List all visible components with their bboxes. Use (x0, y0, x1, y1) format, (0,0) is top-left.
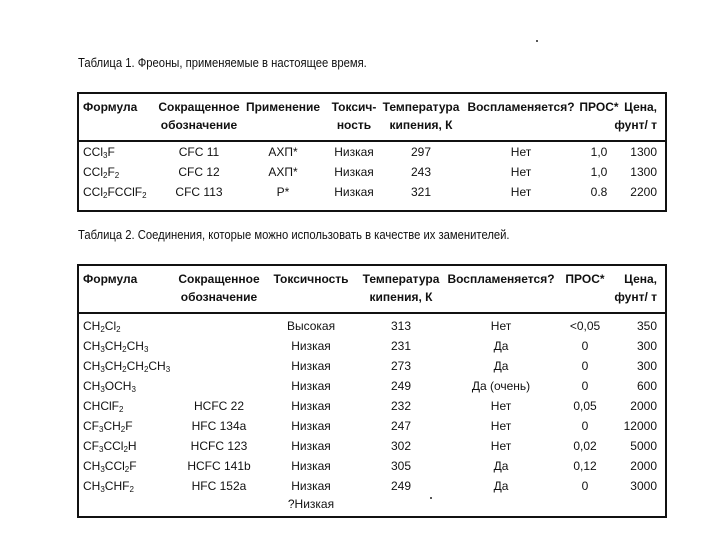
table1-header-abbr: Сокращенное обозначение (158, 100, 240, 132)
use-cell: АХП* (268, 145, 298, 159)
boiling-temp-cell: 243 (410, 165, 432, 179)
price-cell: 300 (636, 359, 657, 373)
price-cell: 2000 (630, 459, 657, 473)
formula-cell: CCl$_2$FCClF$_2$ (83, 185, 147, 200)
flammable-cell: Да (493, 479, 509, 493)
flammable-cell: Нет (510, 185, 532, 199)
formula-cell: $CH_3OCH_3$ (83, 379, 136, 394)
boiling-temp-cell: 249 (390, 379, 412, 393)
pros-cell: 0 (581, 359, 589, 373)
flammable-cell: Да (очень) (471, 379, 531, 393)
abbr-cell: HFC 134a (191, 419, 247, 433)
flammable-cell: Нет (510, 145, 532, 159)
flammable-cell: Нет (510, 165, 532, 179)
table2-header-abbr: Сокращенное обозначение (178, 272, 260, 304)
abbr-cell: HCFC 22 (193, 399, 244, 413)
formula-cell: CHClF$_2$ (83, 399, 124, 414)
table2-header-formula: Формула (83, 272, 138, 286)
formula-cell: $CF_3CH_2F$ (83, 419, 133, 434)
abbr-cell: HCFC 123 (190, 439, 248, 453)
formula-cell: $CCl_2F_2$ (83, 165, 120, 180)
price-cell: 5000 (630, 439, 657, 453)
abbr-cell: CFC 113 (175, 185, 223, 199)
toxicity-cell: Низкая (334, 145, 374, 159)
boiling-temp-cell: 305 (390, 459, 412, 473)
table2-header-boiling-temp: Температура кипения, К (362, 272, 440, 304)
table1-header-price: Цена, фунт/ т (614, 100, 657, 132)
flammable-cell: Да (493, 459, 509, 473)
flammable-cell: Нет (490, 399, 512, 413)
toxicity-cell: Низкая (291, 379, 331, 393)
pros-cell: 1,0 (590, 165, 608, 179)
pros-cell: 0.8 (590, 185, 608, 199)
toxicity-cell: Низкая (291, 479, 331, 493)
formula-cell: $CH_3CH_2CH_2CH_3$ (83, 359, 171, 374)
toxicity-cell: Низкая (291, 399, 331, 413)
boiling-temp-cell: 232 (390, 399, 412, 413)
table2-header-price: Цена, фунт/ т (614, 272, 657, 304)
abbr-cell: HFC 152a (191, 479, 247, 493)
toxicity-cell: Низкая (334, 185, 374, 199)
toxicity-cell: Низкая (334, 165, 374, 179)
pros-cell: 1,0 (590, 145, 608, 159)
pros-cell: <0,05 (569, 319, 601, 333)
flammable-cell: Да (493, 359, 509, 373)
abbr-cell: CFC 12 (178, 165, 220, 179)
boiling-temp-cell: 273 (390, 359, 412, 373)
table2-header-pros: ПРОС* (565, 272, 605, 286)
price-cell: 2000 (630, 399, 657, 413)
pros-cell: 0 (581, 479, 589, 493)
flammable-cell: Нет (490, 419, 512, 433)
price-cell: 1300 (630, 145, 657, 159)
use-cell: АХП* (268, 165, 298, 179)
flammable-cell: Нет (490, 319, 512, 333)
toxicity-cell: Низкая (291, 339, 331, 353)
formula-cell: CCl$_3$F (83, 145, 115, 160)
table2-header-toxicity: Токсичность (273, 272, 349, 286)
boiling-temp-cell: 297 (410, 145, 432, 159)
table2-header-rule (79, 312, 665, 314)
pros-cell: 0,05 (573, 399, 597, 413)
table1 (77, 92, 667, 212)
pros-cell: 0,02 (573, 439, 597, 453)
toxicity-cell: Низкая (291, 459, 331, 473)
price-cell: 1300 (630, 165, 657, 179)
table1-header-formula: Формула (83, 100, 138, 114)
price-cell: 350 (636, 319, 657, 333)
pros-cell: 0 (581, 379, 589, 393)
formula-cell: $CH_3CH_2CH_3$ (83, 339, 149, 354)
formula-cell: $CH_3CHF_2$ (83, 479, 134, 494)
boiling-temp-cell: 321 (410, 185, 432, 199)
pros-cell: 0,12 (573, 459, 597, 473)
abbr-cell: CFC 11 (178, 145, 220, 159)
formula-cell: $CH_3CCl_2F$ (83, 459, 137, 474)
toxicity-cell: Высокая (286, 319, 336, 333)
toxicity-cell: Низкая (291, 439, 331, 453)
price-cell: 600 (636, 379, 657, 393)
price-cell: 2200 (630, 185, 657, 199)
table1-header-use: Применение (245, 100, 321, 114)
pros-cell: 0 (581, 339, 589, 353)
boiling-temp-cell: 231 (390, 339, 412, 353)
table1-header-pros: ПРОС* (579, 100, 619, 114)
formula-cell: $CH_2Cl_2$ (83, 319, 121, 334)
boiling-temp-cell: 249 (390, 479, 412, 493)
table2 (77, 264, 667, 518)
pros-cell: 0 (581, 419, 589, 433)
use-cell: Р* (276, 185, 290, 199)
price-cell: 12000 (623, 419, 657, 433)
boiling-temp-cell: 302 (390, 439, 412, 453)
price-cell: 3000 (630, 479, 657, 493)
boiling-temp-cell: 313 (390, 319, 412, 333)
toxicity-cell: Низкая (291, 419, 331, 433)
boiling-temp-cell: 247 (390, 419, 412, 433)
flammable-cell: Нет (490, 439, 512, 453)
table1-header-flammable: Воспламеняется? (467, 100, 575, 114)
flammable-cell: Да (493, 339, 509, 353)
table1-caption: Таблица 1. Фреоны, применяемые в настоящее время. (78, 56, 367, 70)
abbr-cell: HCFC 141b (187, 459, 251, 473)
table1-header-toxicity: Токсич- ность (331, 100, 377, 132)
price-cell: 300 (636, 339, 657, 353)
scan-speck (536, 40, 538, 42)
table2-caption: Таблица 2. Соединения, которые можно использовать в качестве их заменителей. (78, 228, 510, 242)
toxicity-cell: Низкая (291, 359, 331, 373)
formula-cell: $CF_3CCl_2H$ (83, 439, 137, 454)
table2-footnote: ?Низкая (287, 497, 335, 511)
table2-header-flammable: Воспламеняется? (447, 272, 555, 286)
table1-header-boiling-temp: Температура кипения, К (382, 100, 460, 132)
